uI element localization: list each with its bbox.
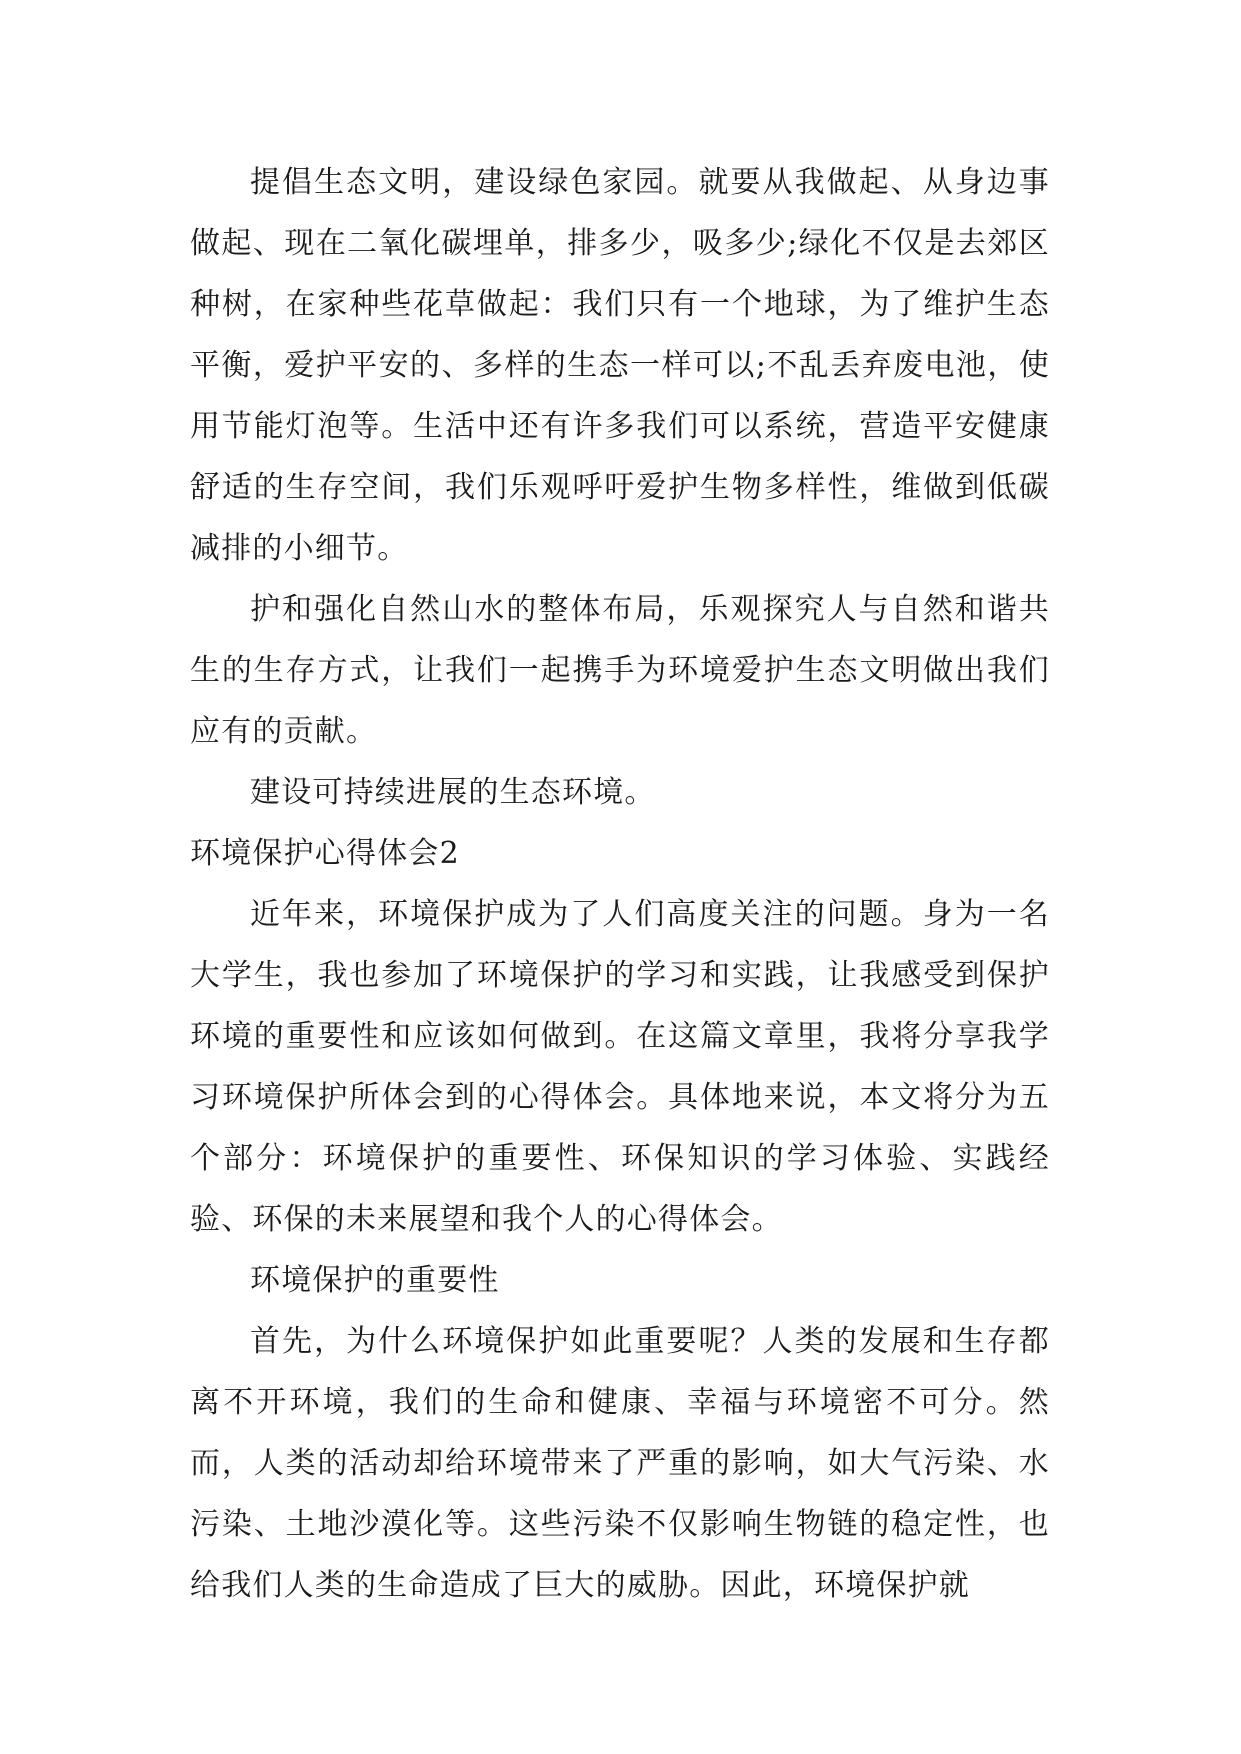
paragraph-2: 护和强化自然山水的整体布局，乐观探究人与自然和谐共生的生存方式，让我们一起携手为环境爱护生态文明做出我们应有的贡献。	[190, 592, 1050, 749]
subheading-importance: 环境保护的重要性	[250, 1263, 500, 1298]
section-title: 环境保护心得体会2	[190, 836, 460, 871]
document-body	[190, 152, 1050, 1616]
paragraph-1: 提倡生态文明，建设绿色家园。就要从我做起、从身边事做起、现在二氧化碳埋单，排多少，吸多少;绿化不仅是去郊区种树，在家种些花草做起：我们只有一个地球，为了维护生态平衡，爱护平安的、多样的生态一样可以;不乱丢弃废电池，使用节能灯泡等。生活中还有许多我们可以系统，营造平安健康舒适的生存空间，我们乐观呼吁爱护生物多样性，维做到低碳减排的小细节。	[190, 165, 1050, 566]
paragraph-5: 首先，为什么环境保护如此重要呢？人类的发展和生存都离不开环境，我们的生命和健康、幸福与环境密不可分。然而，人类的活动却给环境带来了严重的影响，如大气污染、水污染、土地沙漠化等。这些污染不仅影响生物链的稳定性，也给我们人类的生命造成了巨大的威胁。因此，环境保护就	[190, 1324, 1050, 1603]
paragraph-4: 近年来，环境保护成为了人们高度关注的问题。身为一名大学生，我也参加了环境保护的学习和实践，让我感受到保护环境的重要性和应该如何做到。在这篇文章里，我将分享我学习环境保护所体会到的心得体会。具体地来说，本文将分为五个部分：环境保护的重要性、环保知识的学习体验、实践经验、环保的未来展望和我个人的心得体会。	[190, 897, 1050, 1237]
paragraph-3: 建设可持续进展的生态环境。	[250, 775, 656, 810]
